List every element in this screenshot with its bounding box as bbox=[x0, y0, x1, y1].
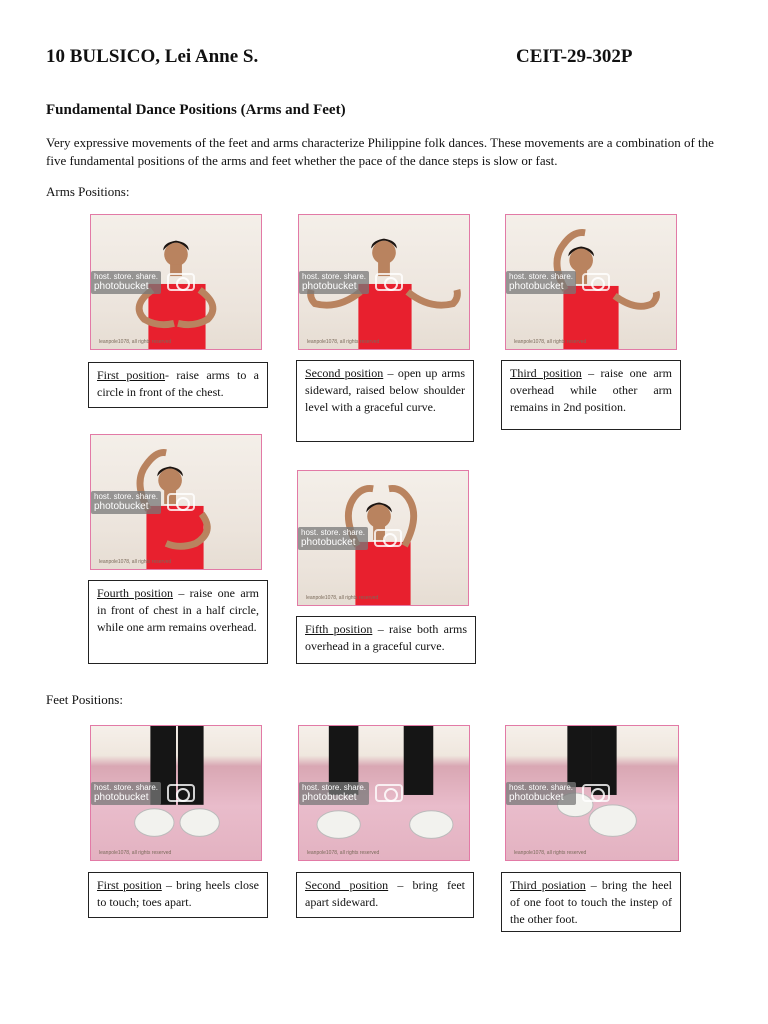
arm-photo-second-position: host. store. share. photobucket leanpole1078, all rights reserved bbox=[298, 214, 470, 350]
document-title: Fundamental Dance Positions (Arms and Feet) bbox=[46, 102, 346, 118]
feet-section-label: Feet Positions: bbox=[46, 692, 123, 707]
feet-photo-second-position: host. store. share. photobucket leanpole1078, all rights reserved bbox=[298, 725, 470, 861]
caption-arms-fourth-position: Fourth position – raise one arm in front of chest in a half circle, while one arm remains overhead. bbox=[88, 580, 268, 664]
arm-photo-third-position: host. store. share. photobucket leanpole1078, all rights reserved bbox=[505, 214, 677, 350]
caption-arms-first-position: First position- raise arms to a circle in front of the chest. bbox=[88, 362, 268, 408]
arm-photo-first-position: host. store. share. photobucket leanpole1078, all rights reserved bbox=[90, 214, 262, 350]
student-name: 10 BULSICO, Lei Anne S. bbox=[46, 46, 259, 67]
caption-arms-fifth-position: Fifth position – raise both arms overhead in a graceful curve. bbox=[296, 616, 476, 664]
caption-arms-third-position: Third position – raise one arm overhead while other arm remains in 2nd position. bbox=[501, 360, 681, 430]
intro-paragraph: Very expressive movements of the feet and arms characterize Philippine folk dances. These movements are a combination of the five fundamental positions of the arms and feet whether the pace of the dance steps is slow or fast. bbox=[46, 135, 714, 168]
caption-feet-third-position: Third posiation – bring the heel of one foot to touch the instep of the other foot. bbox=[501, 872, 681, 932]
arm-photo-fifth-position: host. store. share. photobucket leanpole1078, all rights reserved bbox=[297, 470, 469, 606]
feet-photo-third-position: host. store. share. photobucket leanpole1078, all rights reserved bbox=[505, 725, 679, 861]
arms-section-label: Arms Positions: bbox=[46, 184, 130, 199]
section-code: CEIT-29-302P bbox=[516, 46, 633, 67]
feet-photo-first-position: host. store. share. photobucket leanpole1078, all rights reserved bbox=[90, 725, 262, 861]
caption-feet-first-position: First position – bring heels close to touch; toes apart. bbox=[88, 872, 268, 918]
arm-photo-fourth-position: host. store. share. photobucket leanpole1078, all rights reserved bbox=[90, 434, 262, 570]
caption-feet-second-position: Second position – bring feet apart sideward. bbox=[296, 872, 474, 918]
caption-arms-second-position: Second position – open up arms sideward, raised below shoulder level with a graceful curve. bbox=[296, 360, 474, 442]
